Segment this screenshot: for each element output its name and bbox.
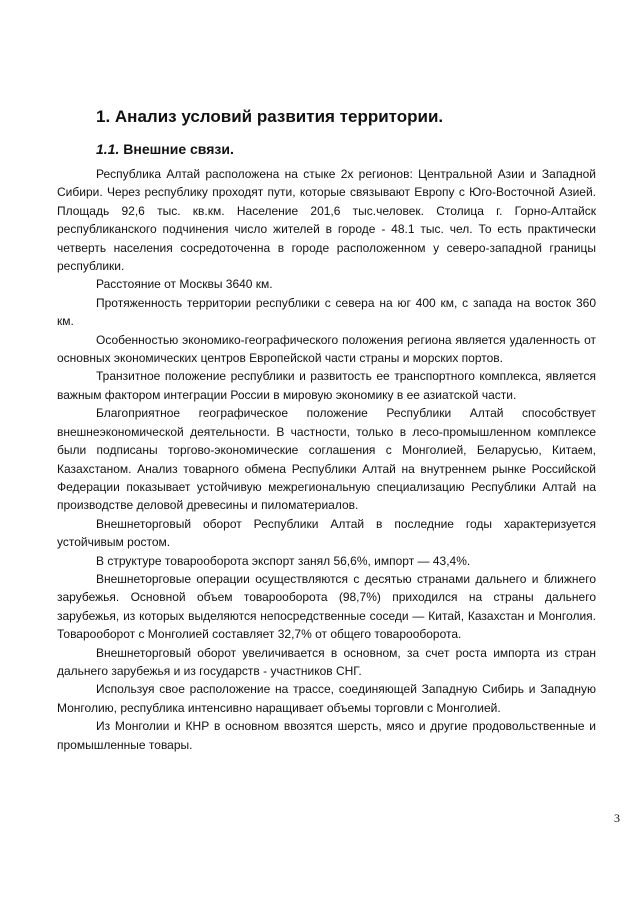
paragraph: Внешнеторговый оборот увеличивается в основном, за счет роста импорта из стран дальнего зарубежья и из государств - участников СНГ. [57,645,596,678]
paragraph: Протяженность территории республики с севера на юг 400 км, с запада на восток 360 км. [57,295,596,329]
paragraph: Республика Алтай расположена на стыке 2х регионов: Центральной Азии и Западной Сибири. Через республику проходят пути, которые связывают Европу с Юго-Восточной Азией. Площадь 92,6 тыс. кв.км. Население 201,6 тыс.человек. Столица г. Горно-Алтайск республиканского подчинения число жителей в городе - 48.1 тыс. чел. То есть практически четверть населения сосредоточенна в городе расположенном у северо-западной границы республики. [57,167,596,274]
page-number: 3 [614,811,620,825]
body-text [57,165,596,754]
paragraph: Расстояние от Москвы 3640 км. [96,277,273,292]
subsection-number: 1.1. [96,141,120,157]
paragraph: Внешнеторговый оборот Республики Алтай в последние годы характеризуется устойчивым ростом. [57,516,596,550]
paragraph: Используя свое расположение на трассе, соединяющей Западную Сибирь и Западную Монголию, республика интенсивно наращивает объемы торговли с Монголией. [57,682,596,715]
paragraph: Из Монголии и КНР в основном ввозятся шерсть, мясо и другие продовольственные и промышленные товары. [57,719,596,752]
subsection-heading [96,140,234,158]
paragraph: Особенностью экономико-географического положения региона является удаленность от основных экономических центров Европейской части страны и морских портов. [57,332,596,366]
subsection-title: Внешние связи. [119,141,234,157]
paragraph: В структуре товарооборота экспорт занял 56,6%, импорт — 43,4%. [96,553,471,568]
section-heading: 1. Анализ условий развития территории. [96,107,444,126]
paragraph: Транзитное положение республики и развитость ее транспортного комплекса, является важным фактором интеграции России в мировую экономику в ее азиатской части. [57,369,596,402]
paragraph: Внешнеторговые операции осуществляются с десятью странами дальнего и ближнего зарубежья. Основной объем товарооборота (98,7%) приходился на страны дальнего зарубежья, из которых выделяются непосредственные соседи — Китай, Казахстан и Монголия. Товарооборот с Монголией составляет 32,7% от общего товарооборота. [57,571,596,642]
paragraph: Благоприятное географическое положение Республики Алтай способствует внешнеэкономической деятельности. В частности, только в лесо-промышленном комплексе были подписаны торгово-экономические соглашения с Монголией, Беларусью, Китаем, Казахстаном. Анализ товарного обмена Республики Алтай на внутреннем рынке Российской Федерации показывает устойчивую межрегиональную специализацию Республики Алтай на производстве деловой древесины и пиломатериалов. [57,406,596,513]
